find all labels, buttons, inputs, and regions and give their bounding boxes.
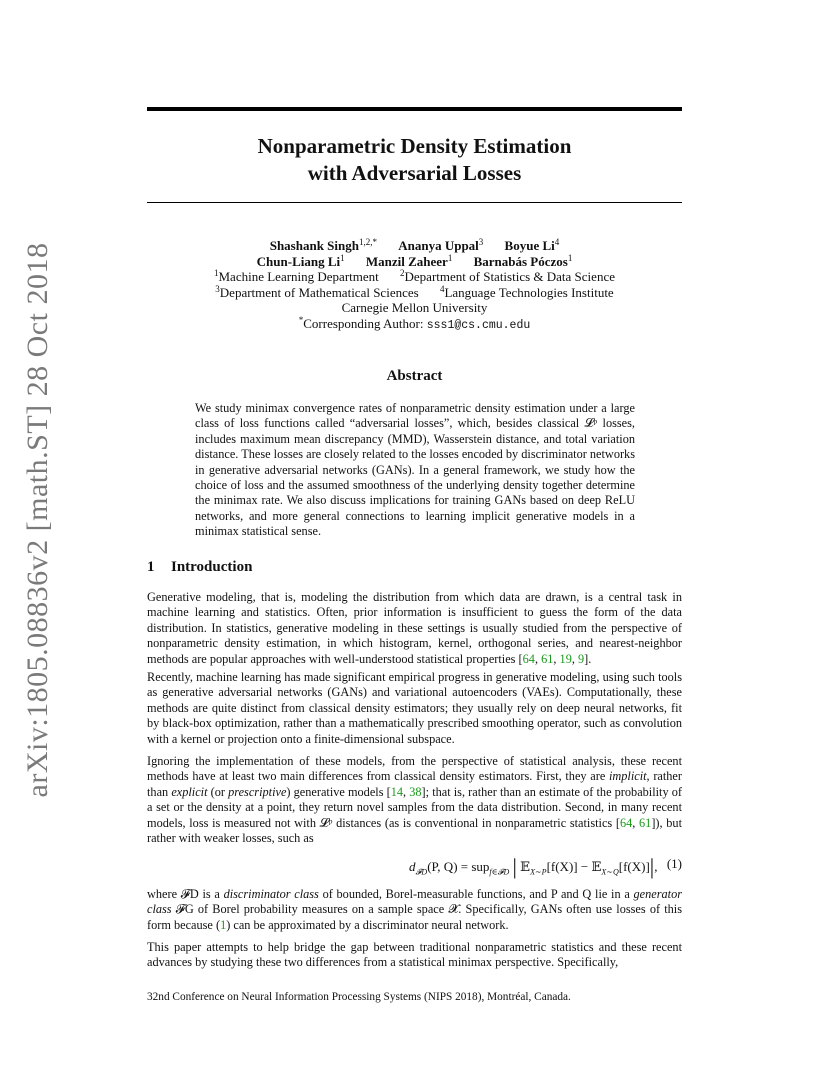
paragraph-text: Generative modeling, that is, modeling the distribution from which data are drawn, is a central task in machine learning and statistics. Often, prior information is insufficient to guess the form of the data distribution. In statistics, generative modeling in these settings is usually studied from the perspective of nonparametric density estimation, in which histogram, kernel, orthogonal series, and nearest-neighbor methods are popular approaches with well-understood statistical properties [ [147,590,682,666]
section-number: 1 [147,559,155,575]
author-row-1 [147,238,682,254]
affiliation: Language Technologies Institute [444,284,614,300]
citation-link[interactable]: 64 [619,815,633,830]
affil-sup: 3 [215,283,220,294]
paragraph-text: (or [207,784,229,799]
eq-symbol: , [654,859,658,874]
eq-operator: sup [471,859,490,874]
title-line-2: with Adversarial Losses [307,161,522,185]
eq-symbol: [f(X)] [618,859,650,874]
paragraph-1: Generative modeling, that is, modeling the distribution from which data are drawn, is a central task in machine learning and statistics. Often, prior information is insufficient to guess the form of the data distribution. In statistics, generative modeling in these settings is usually studied from the perspective of nonparametric density estimation, in which histogram, kernel, orthogonal series, and nearest-neighbor methods are popular approaches with well-understood statistical properties [64, 61, 19, 9]. [147,590,682,666]
citation-link[interactable]: 19 [559,651,572,666]
citation-link[interactable]: 14 [390,784,404,799]
paragraph-text: of bounded, Borel-measurable functions, and P and Q lie in a [318,887,634,901]
eq-subscript: f∈𝓕D [489,867,510,877]
citation-link[interactable]: 38 [409,784,422,799]
equation-number: (1) [666,856,682,871]
title-top-rule [147,107,682,111]
abstract-heading: Abstract [386,368,443,384]
eq-operator: 𝔼 [520,859,531,874]
title-bottom-rule [147,202,682,203]
eq-operator: 𝔼 [591,859,602,874]
paragraph-text: ) can be approximated by a discriminator neural network. [226,917,509,932]
author-name: Chun-Liang Li [256,253,341,269]
paragraph-text: ) generative models [ [286,784,391,799]
author-name: Manzil Zaheer [365,253,448,269]
eq-symbol: (P, Q) = [427,859,472,874]
author-row-2 [147,254,682,270]
citation-link[interactable]: 61 [541,651,554,666]
affiliation: Department of Statistics & Data Science [404,269,615,284]
author-affil-sup: 1,2,* [358,237,377,247]
paragraph-text: , rather than [147,769,682,799]
paper-title [147,133,682,187]
equation-1 [147,848,682,884]
citation-link[interactable]: 9 [578,651,585,666]
paragraph-4 [147,887,682,933]
section-heading [147,559,252,576]
eq-symbol: [f(X)] − [546,859,592,874]
abstract-text: We study minimax convergence rates of nonparametric density estimation under a large class of loss functions called “adversarial losses”, which, besides classical 𝓛ᵖ losses, includes maximum mean discrepancy (MMD), Wasserstein distance, and total variation distance. These losses are closely related to the losses encoded by discriminator networks in generative adversarial networks (GANs). In a general framework, we study how the choice of loss and the assumed smoothness of the underlying density together determine the minimax rate. We also discuss implications for training GANs based on deep ReLU networks, and more general connections to learning implicit generative models in a minimax statistical sense. [195,401,635,539]
affiliation-row-1 [147,269,682,285]
author-name: Ananya Uppal [398,238,479,253]
eq-subscript: X∼P [530,867,547,877]
paragraph-text: ]), but rather with weaker losses, such as [147,815,682,846]
paragraph-2: Recently, machine learning has made significant empirical progress in generative modeling, using such tools as generative adversarial networks (GANs) and variational autoencoders (VAEs). Computationally, these methods are quite distinct from classical density estimators; they usually rely on deep neural networks, fit by black-box optimization, rather than a mathematically prescribed smoothing operator, such as convolution with a kernel or projection onto a finite-dimensional subspace. [147,670,682,746]
citation-link[interactable]: 64 [522,651,535,666]
author-block [147,238,682,333]
paragraph-text: Ignoring the implementation of these models, from the perspective of statistical analysis, these recent methods have at least two main differences from classical density estimators. First, they are [147,754,682,784]
affiliation: Department of Mathematical Sciences [219,284,419,300]
paragraph-text: ]. [584,651,592,666]
equation-ref-link[interactable]: 1 [220,917,227,932]
emphasis-text: implicit [608,769,647,784]
author-affil-sup: 4 [554,237,560,247]
affiliation: Machine Learning Department [218,269,379,284]
paragraph-text: ]; that is, rather than an estimate of the probability of a set or the density at a point, they return novel samples from the data distribution. Second, in many recent models, loss is measured not with 𝓛ᵖ distances (as is conventional in nonparametric statistics [ [147,784,682,830]
corresponding-author [147,316,682,334]
affil-sup: * [298,314,304,325]
emphasis-text: discriminator class [223,887,319,901]
emphasis-text: explicit [171,784,208,799]
affil-sup: 1 [214,268,219,278]
emphasis-text: generator class [147,887,683,917]
conference-footer: 32nd Conference on Neural Information Processing Systems (NIPS 2018), Montréal, Canada. [147,991,571,1003]
arxiv-identifier: arXiv:1805.08836v2 [math.ST] 28 Oct 2018 [21,242,54,798]
paragraph-5: This paper attempts to help bridge the gap between traditional nonparametric statistics and these recent advances by studying these two differences from a statistical minimax perspective. Specifically, [147,940,682,970]
affiliation-row-2 [147,285,682,301]
paragraph-text: where 𝓕D is a [147,887,224,901]
author-affil-sup: 1 [340,252,345,263]
paragraph-text: 𝓕G of Borel probability measures on a sample space 𝓧. Specifically, GANs often use losses of this form because ( [147,902,682,932]
equation-formula: $d_{𝓕D}(P$, Q) = sup$_{f\in 𝓕D}$ | 𝔼$_{X\sim P}$[f(X)] − 𝔼$_{X\sim Q}$[f(X)]|, [409,854,658,879]
email-link[interactable]: sss1@cs.cmu.edu [426,318,531,332]
paragraph-3: Ignoring the implementation of these models, from the perspective of statistical analysis, these recent methods have at least two main differences from classical density estimators. First, they are implicit, rather than explicit (or prescriptive) generative models [14, 38]; that is, rather than an estimate of the probability of a set or the density at a point, they return novel samples from the data distribution. Second, in many recent models, loss is measured not with 𝓛ᵖ distances (as is conventional in nonparametric statistics [64, 61]), but rather with weaker losses, such as [147,754,682,846]
university: Carnegie Mellon University [341,300,488,315]
section-title: Introduction [171,559,253,575]
affil-sup: 4 [439,283,445,294]
eq-subscript: X∼Q [601,867,619,877]
author-name: Barnabás Póczos [473,253,568,269]
author-affil-sup: 1 [567,252,573,263]
title-line-1: Nonparametric Density Estimation [257,134,572,158]
author-affil-sup: 1 [447,252,453,263]
citation-link[interactable]: 61 [639,815,652,830]
eq-symbol: d [409,859,416,874]
author-name: Shashank Singh [269,238,359,253]
affil-sup: 2 [400,268,405,278]
emphasis-text: prescriptive [228,784,287,799]
corresponding-label: Corresponding Author: [303,315,427,331]
eq-subscript: 𝓕D [415,867,428,877]
author-name: Boyue Li [504,238,555,253]
author-affil-sup: 3 [478,237,484,247]
